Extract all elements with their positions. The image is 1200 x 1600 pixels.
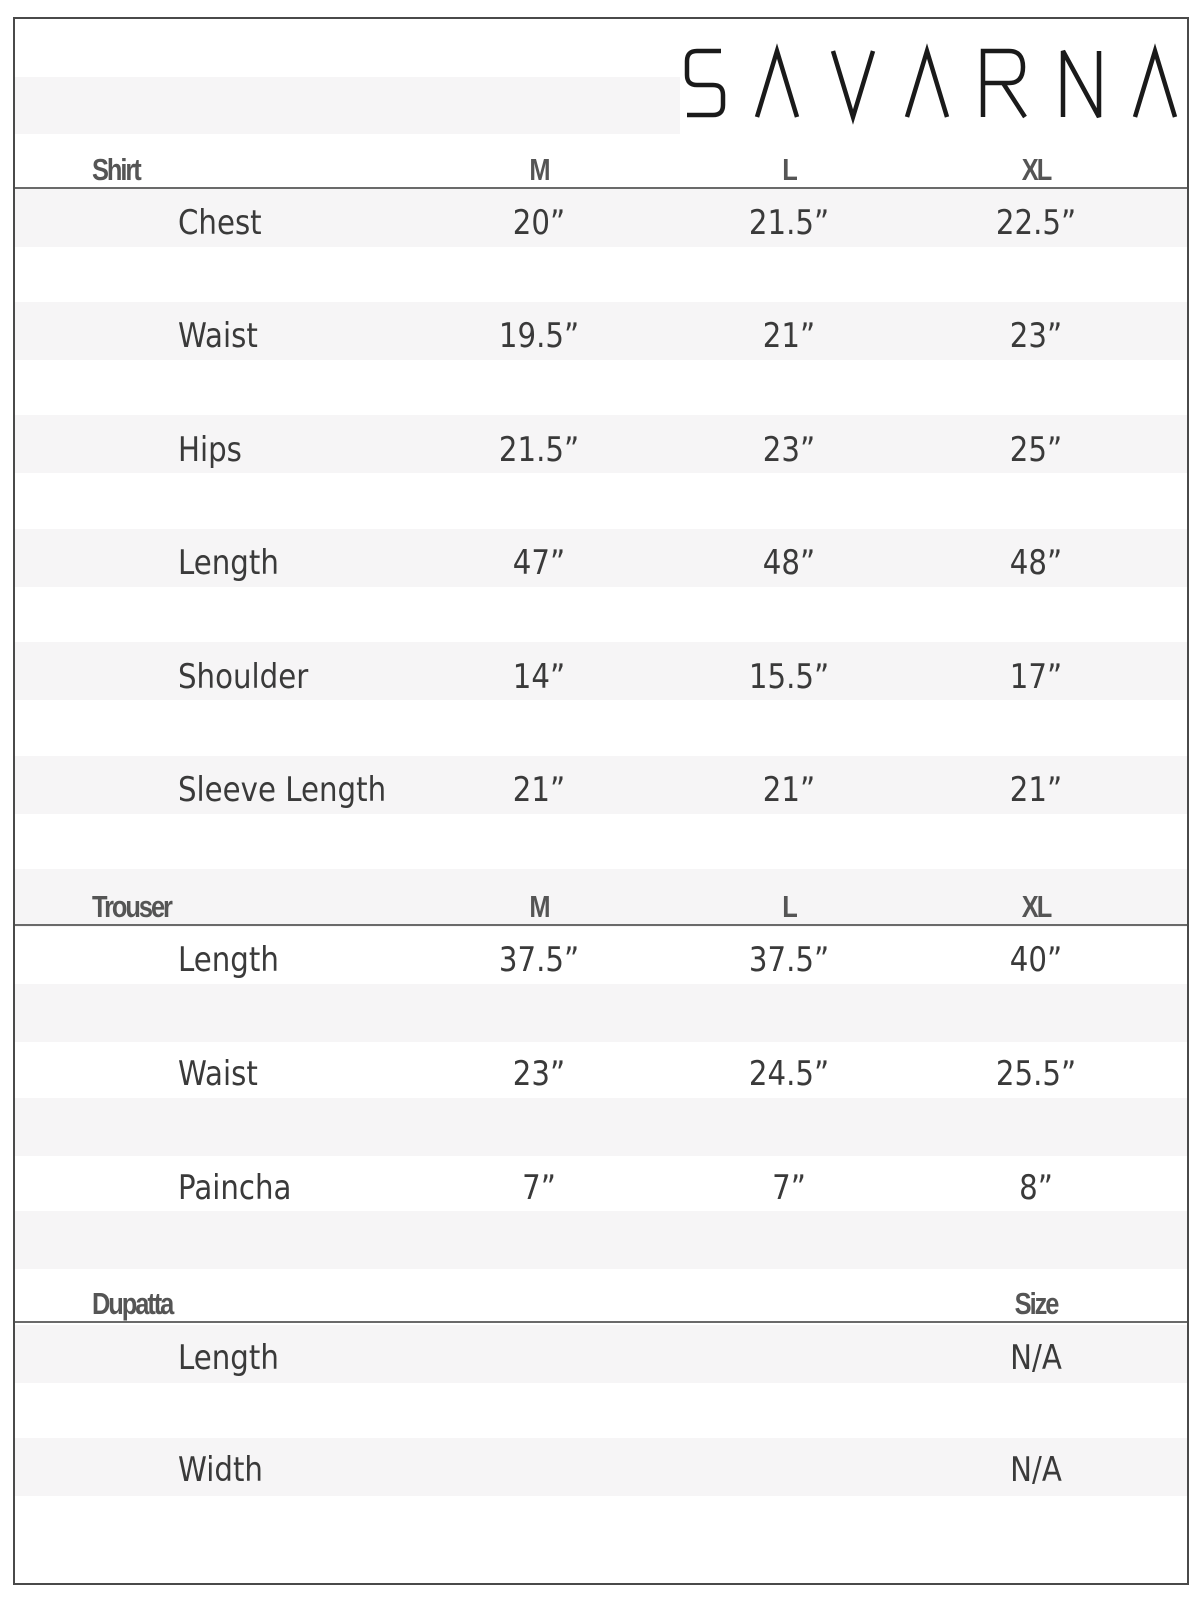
- section-divider: [15, 924, 1187, 926]
- cell-value: 17”: [1009, 657, 1063, 697]
- size-header-l: L: [782, 152, 796, 187]
- row-band: [15, 984, 1187, 1042]
- cell-value: N/A: [1010, 1450, 1062, 1490]
- cell-value: 20”: [512, 203, 566, 243]
- size-header: Size: [1014, 1286, 1058, 1321]
- size-header-m: M: [529, 889, 549, 924]
- cell-value: 40”: [1009, 940, 1063, 980]
- row-label-sleeve-length: Sleeve Length: [178, 770, 387, 810]
- cell-value: 19.5”: [498, 316, 580, 356]
- cell-value: 21”: [1009, 770, 1063, 810]
- cell-value: 25.5”: [995, 1054, 1077, 1094]
- cell-value: 7”: [772, 1168, 806, 1208]
- header-band: [15, 77, 680, 134]
- size-chart: [13, 17, 1189, 1585]
- cell-value: 37.5”: [498, 940, 580, 980]
- cell-value: 25”: [1009, 430, 1063, 470]
- row-label-length: Length: [178, 543, 279, 583]
- cell-value: 48”: [762, 543, 816, 583]
- cell-value: 21”: [762, 316, 816, 356]
- size-header-l: L: [782, 889, 796, 924]
- cell-value: 23”: [1009, 316, 1063, 356]
- shirt-section-title: Shirt: [92, 152, 140, 187]
- size-header-xl: XL: [1021, 152, 1051, 187]
- cell-value: 14”: [512, 657, 566, 697]
- cell-value: 21”: [762, 770, 816, 810]
- cell-value: 23”: [762, 430, 816, 470]
- cell-value: 48”: [1009, 543, 1063, 583]
- cell-value: 24.5”: [748, 1054, 830, 1094]
- cell-value: 37.5”: [748, 940, 830, 980]
- cell-value: 21.5”: [748, 203, 830, 243]
- cell-value: 47”: [512, 543, 566, 583]
- row-label-length: Length: [178, 940, 279, 980]
- row-label-hips: Hips: [178, 430, 242, 470]
- size-header-m: M: [529, 152, 549, 187]
- cell-value: 21”: [512, 770, 566, 810]
- cell-value: 8”: [1019, 1168, 1053, 1208]
- cell-value: N/A: [1010, 1338, 1062, 1378]
- dupatta-section-title: Dupatta: [92, 1286, 173, 1321]
- brand-logo: [683, 39, 1183, 129]
- row-label-waist: Waist: [178, 316, 258, 356]
- cell-value: 7”: [522, 1168, 556, 1208]
- row-label-length: Length: [178, 1338, 279, 1378]
- row-label-waist: Waist: [178, 1054, 258, 1094]
- cell-value: 23”: [512, 1054, 566, 1094]
- row-label-shoulder: Shoulder: [178, 657, 309, 697]
- row-label-width: Width: [178, 1450, 263, 1490]
- cell-value: 22.5”: [995, 203, 1077, 243]
- row-label-chest: Chest: [178, 203, 262, 243]
- section-divider: [15, 187, 1187, 189]
- cell-value: 15.5”: [748, 657, 830, 697]
- row-band: [15, 1098, 1187, 1156]
- cell-value: 21.5”: [498, 430, 580, 470]
- size-header-xl: XL: [1021, 889, 1051, 924]
- section-divider: [15, 1321, 1187, 1323]
- trouser-section-title: Trouser: [92, 889, 171, 924]
- row-label-paincha: Paincha: [178, 1168, 292, 1208]
- row-band: [15, 1211, 1187, 1269]
